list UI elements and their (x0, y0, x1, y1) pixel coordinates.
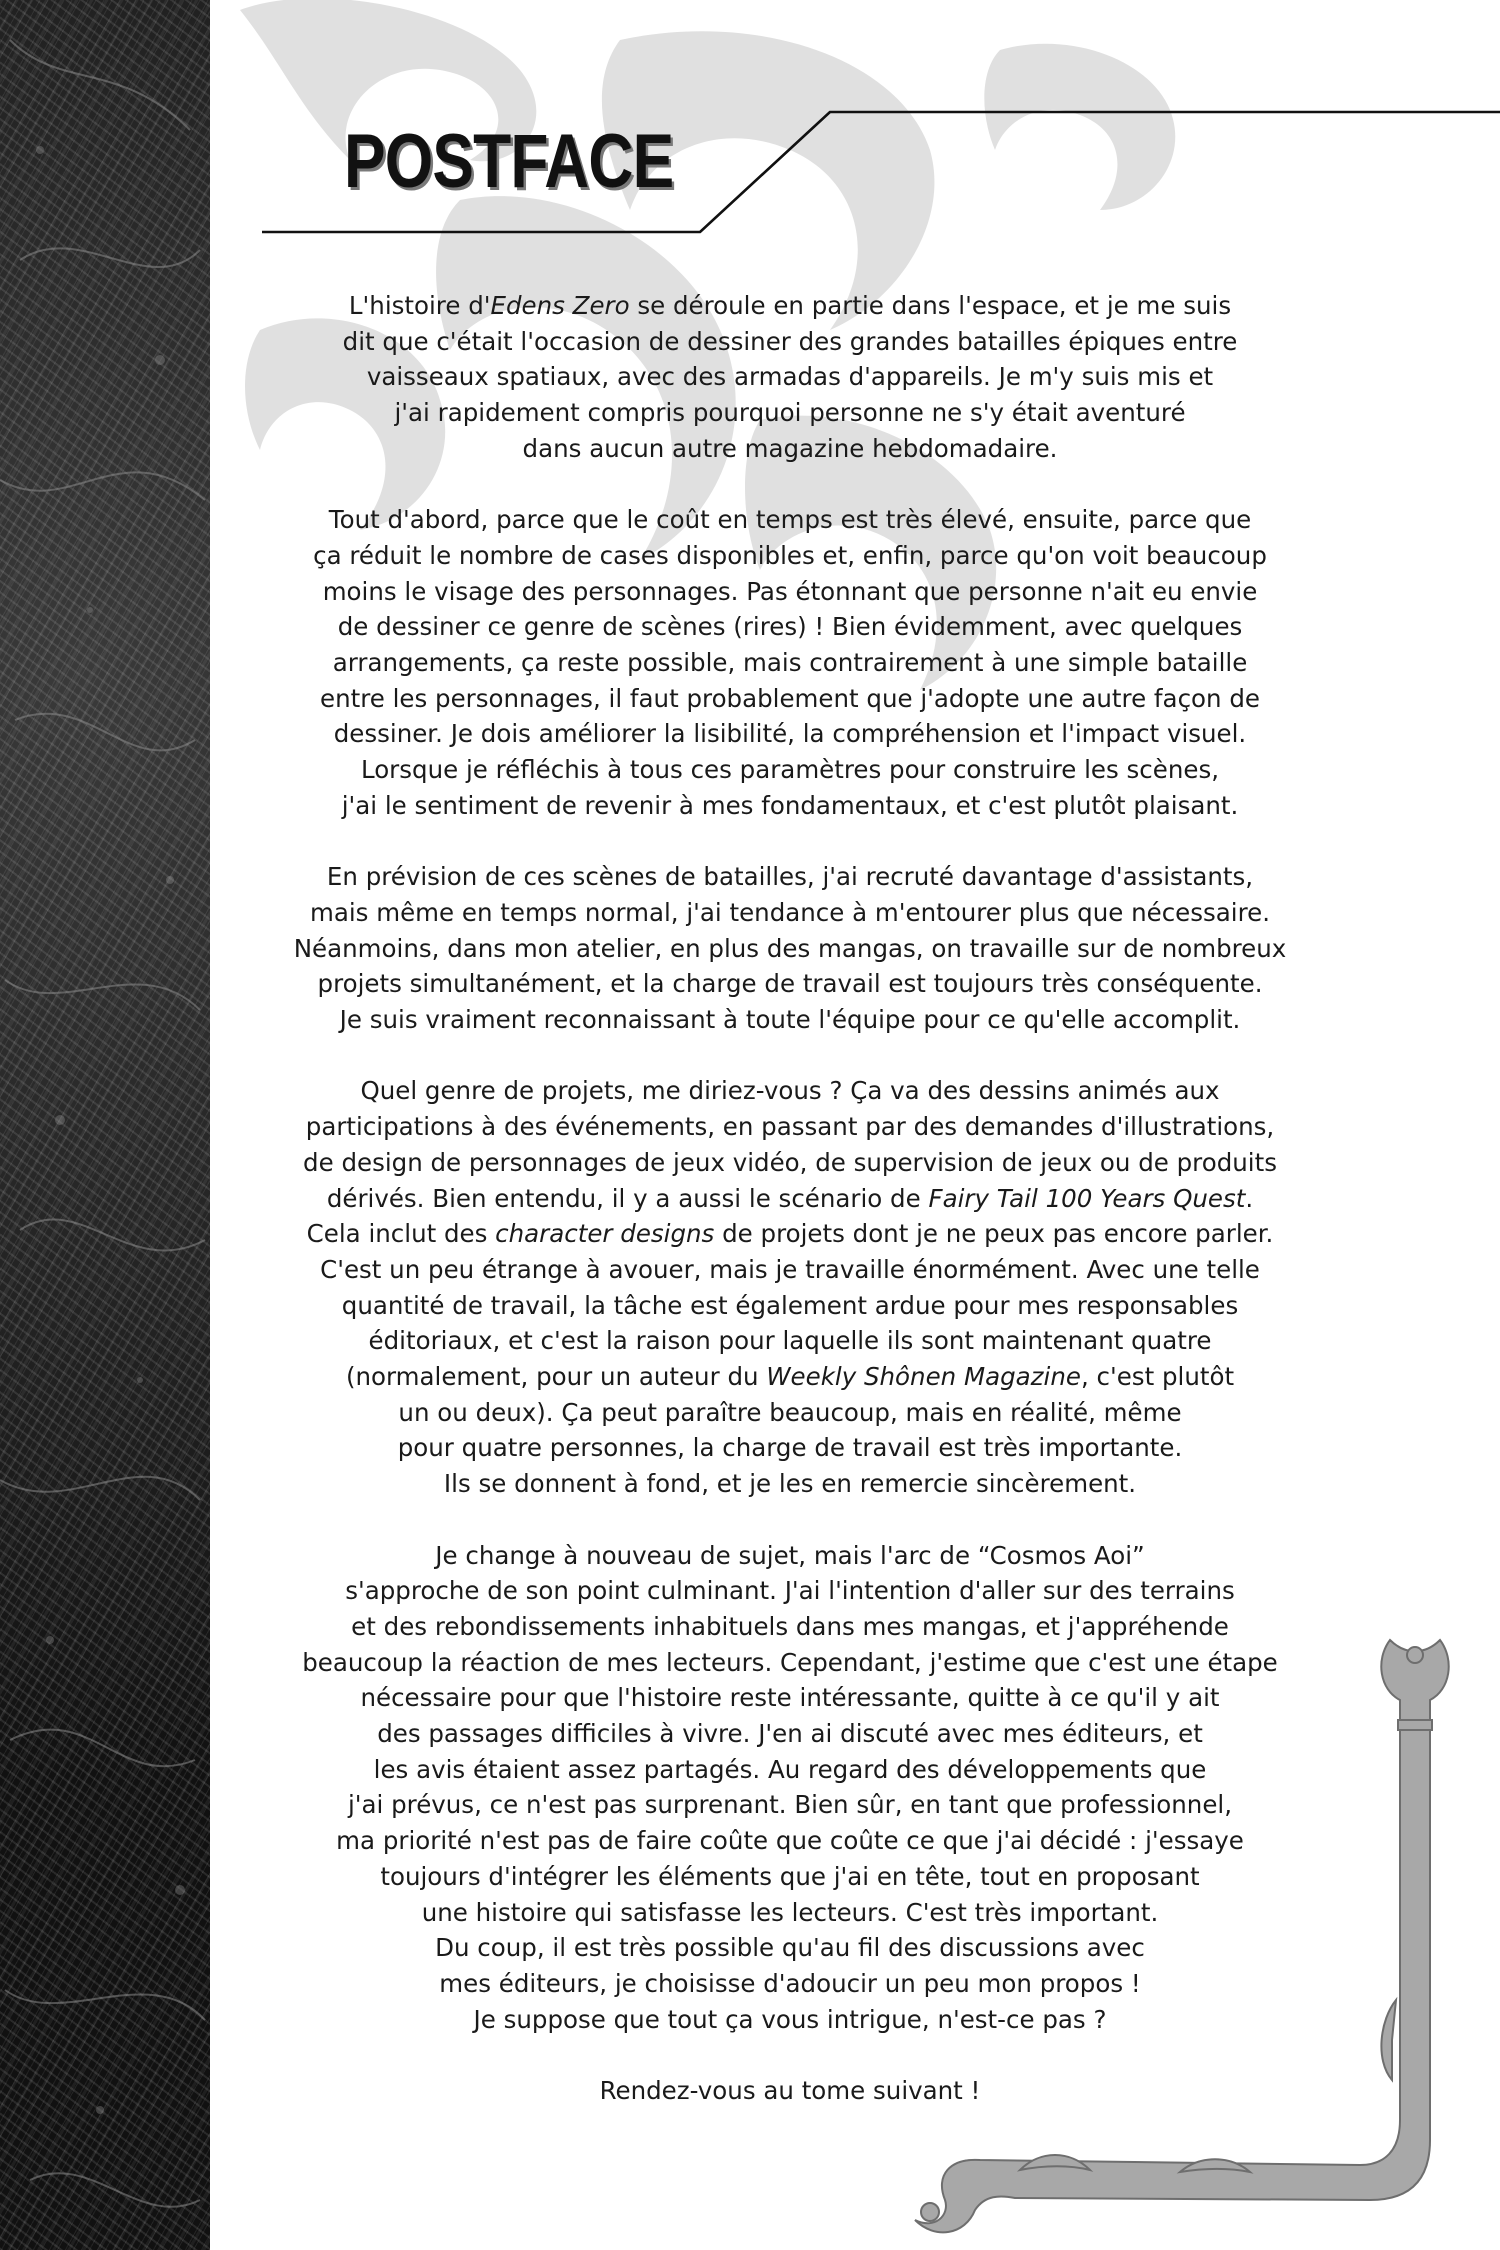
italic-title: Weekly Shônen Magazine (766, 1362, 1081, 1392)
paragraph-p3 (260, 859, 1320, 1038)
text-segment: de projets dont je ne peux pas encore parler. C'est un peu étrange à avouer, mais je travaille énormément. Avec une telle quantité de travail, la tâche est également ardue pour mes responsables éditoriaux, et c'est la raison pour laquelle ils sont maintenant quatre (normalement, pour un auteur du (320, 1219, 1274, 1392)
paragraph-p4 (260, 1073, 1320, 1501)
postface-text (260, 288, 1320, 2144)
paragraph-p6 (260, 2073, 1320, 2109)
text-segment: Tout d'abord, parce que le coût en temps est très élevé, ensuite, parce que ça réduit le nombre de cases disponibles et, enfin, parce qu'on voit beaucoup moins le visage des personnages. Pas étonnant que personne n'ait eu envie de dessiner ce genre de scènes (rires) ! Bien évidemment, avec quelques arrangements, ça reste possible, mais contrairement à une simple bataille entre les personnages, il faut probablement que j'adopte une autre façon de dessiner. Je dois améliorer la lisibilité, la compréhension et l'impact visuel. Lorsque je réfléchis à tous ces paramètres pour construire les scènes, j'ai le sentiment de revenir à mes fondamentaux, et c'est plutôt plaisant. (313, 505, 1267, 820)
paragraph-p1 (260, 288, 1320, 467)
italic-title: character designs (495, 1219, 715, 1249)
text-segment: , c'est plutôt un ou deux). Ça peut paraître beaucoup, mais en réalité, même pour quatre personnes, la charge de travail est très importante. Ils se donnent à fond, et je les en remercie sincèrement. (397, 1362, 1235, 1499)
text-segment: Je change à nouveau de sujet, mais l'arc de “Cosmos Aoi” s'approche de son point culminant. J'ai l'intention d'aller sur des terrains et des rebondissements inhabituels dans mes mangas, et j'appréhende beaucoup la réaction de mes lecteurs. Cependant, j'estime que c'est une étape nécessaire pour que l'histoire reste intéressante, quitte à ce qu'il y ait des passages difficiles à vivre. J'en ai discuté avec mes éditeurs, et les avis étaient assez partagés. Au regard des développements que j'ai prévus, ce n'est pas surprenant. Bien sûr, en tant que professionnel, ma priorité n'est pas de faire coûte que coûte ce que j'ai décidé : j'essaye toujours d'intégrer les éléments que j'ai en tête, tout en proposant une histoire qui satisfasse les lecteurs. C'est très important. Du coup, il est très possible qu'au fil des discussions avec mes éditeurs, je choisisse d'adoucir un peu mon propos ! Je suppose que tout ça vous intrigue, n'est-ce pas ? (302, 1540, 1278, 2034)
italic-title: Fairy Tail 100 Years Quest (928, 1183, 1246, 1213)
text-segment: . Cela inclut des (306, 1183, 1254, 1249)
text-segment: se déroule en partie dans l'espace, et je me suis dit que c'était l'occasion de dessiner des grandes batailles épiques entre vaisseaux spatiaux, avec des armadas d'appareils. Je m'y suis mis et j'ai rapidement compris pourquoi personne ne s'y était aventuré dans aucun autre magazine hebdomadaire. (342, 291, 1238, 463)
text-segment: Quel genre de projets, me diriez-vous ? Ça va des dessins animés aux participations à des événements, en passant par des demandes d'illustrations, de design de personnages de jeux vidéo, de supervision de jeux ou de produits dérivés. Bien entendu, il y a aussi le scénario de (303, 1076, 1277, 1213)
page-title: POSTFACE (344, 119, 674, 204)
paragraph-p5 (260, 1538, 1320, 2038)
title-frame-lines (0, 0, 1500, 260)
text-segment: Rendez-vous au tome suivant ! (599, 2076, 981, 2106)
text-segment: En prévision de ces scènes de batailles, j'ai recruté davantage d'assistants, mais même en temps normal, j'ai tendance à m'entourer plus que nécessaire. Néanmoins, dans mon atelier, en plus des mangas, on travaille sur de nombreux projets simultanément, et la charge de travail est toujours très conséquente. Je suis vraiment reconnaissant à toute l'équipe pour ce qu'elle accomplit. (293, 862, 1287, 1035)
italic-title: Edens Zero (490, 291, 630, 320)
left-texture-strip (0, 0, 210, 2250)
paragraph-p2 (260, 502, 1320, 823)
texture-scratches (0, 0, 210, 2250)
text-segment: L'histoire d' (348, 291, 491, 320)
